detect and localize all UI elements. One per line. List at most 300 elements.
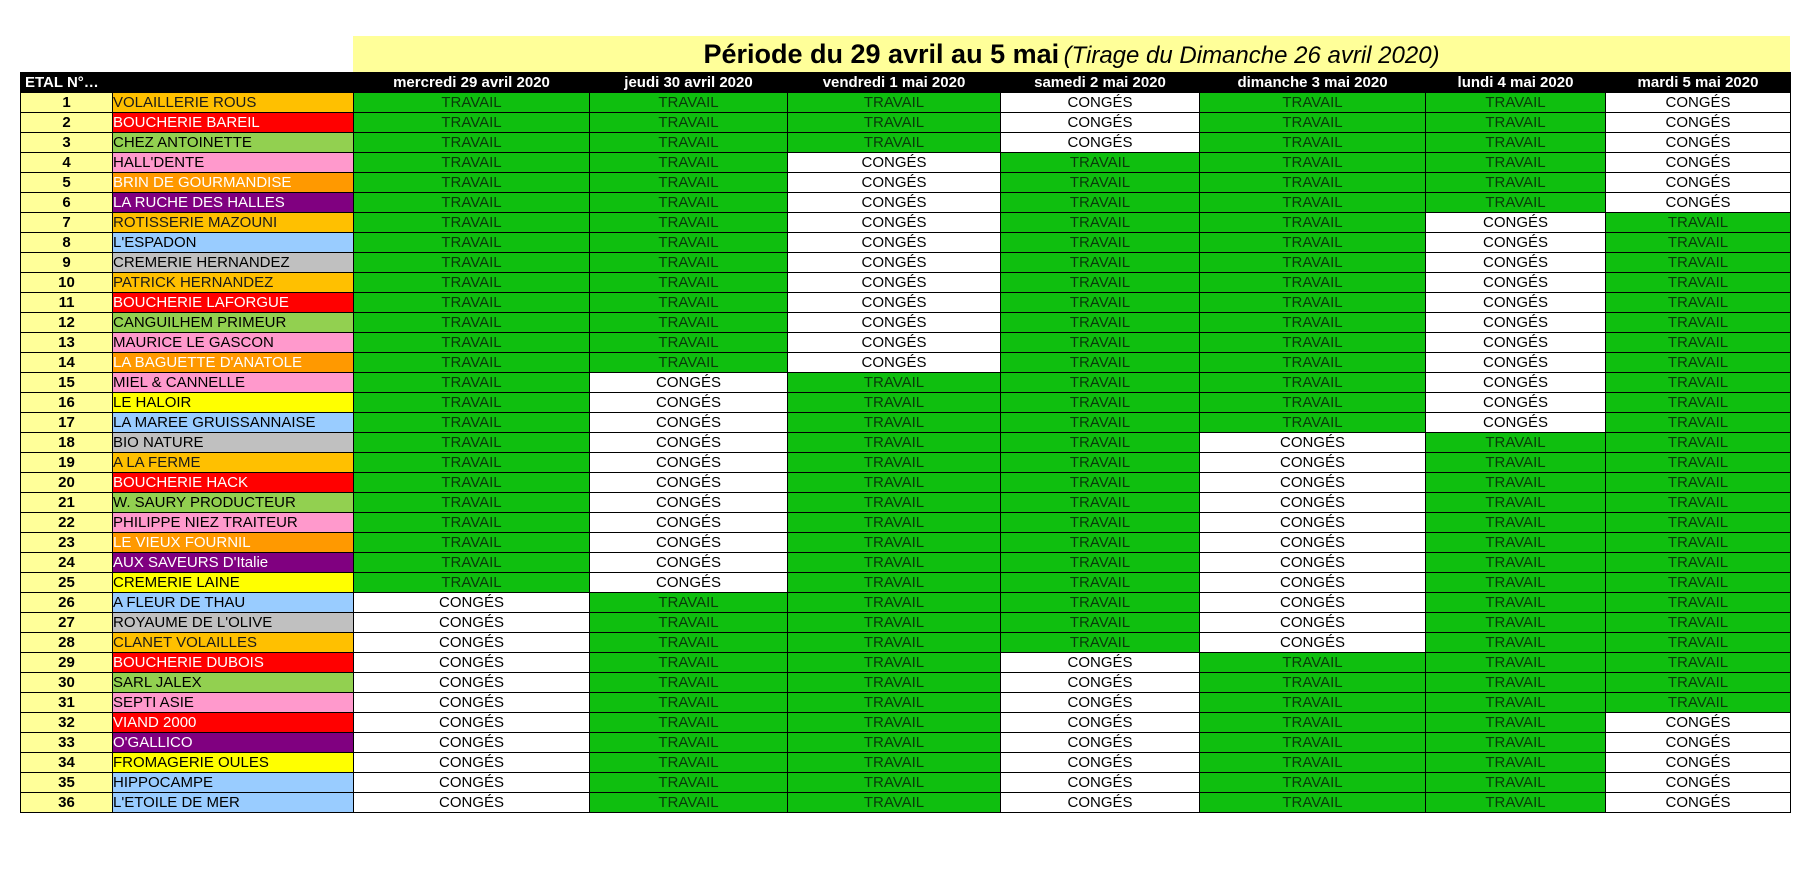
status-conges: CONGÉS (354, 593, 590, 613)
status-conges: CONGÉS (590, 533, 788, 553)
status-travail: TRAVAIL (1426, 633, 1606, 653)
status-travail: TRAVAIL (788, 513, 1001, 533)
status-travail: TRAVAIL (788, 453, 1001, 473)
status-conges: CONGÉS (1606, 93, 1791, 113)
etal-number: 35 (21, 773, 113, 793)
vendor-name: LA BAGUETTE D'ANATOLE (113, 353, 354, 373)
etal-number: 31 (21, 693, 113, 713)
status-conges: CONGÉS (354, 713, 590, 733)
table-row (21, 673, 1791, 693)
status-travail: TRAVAIL (1426, 793, 1606, 813)
status-travail: TRAVAIL (590, 593, 788, 613)
status-conges: CONGÉS (590, 553, 788, 573)
status-travail: TRAVAIL (354, 113, 590, 133)
status-conges: CONGÉS (788, 193, 1001, 213)
status-travail: TRAVAIL (1200, 93, 1426, 113)
status-conges: CONGÉS (788, 293, 1001, 313)
status-conges: CONGÉS (1426, 313, 1606, 333)
status-travail: TRAVAIL (788, 693, 1001, 713)
status-travail: TRAVAIL (590, 633, 788, 653)
status-travail: TRAVAIL (1606, 373, 1791, 393)
vendor-name: FROMAGERIE OULES (113, 753, 354, 773)
vendor-name: W. SAURY PRODUCTEUR (113, 493, 354, 513)
status-conges: CONGÉS (1200, 593, 1426, 613)
table-row (21, 353, 1791, 373)
status-travail: TRAVAIL (590, 733, 788, 753)
status-travail: TRAVAIL (1426, 93, 1606, 113)
status-conges: CONGÉS (590, 453, 788, 473)
status-travail: TRAVAIL (1200, 313, 1426, 333)
table-row (21, 693, 1791, 713)
status-conges: CONGÉS (1001, 113, 1200, 133)
status-conges: CONGÉS (1200, 473, 1426, 493)
header-day: mercredi 29 avril 2020 (354, 73, 590, 93)
vendor-name: CREMERIE HERNANDEZ (113, 253, 354, 273)
status-travail: TRAVAIL (354, 233, 590, 253)
table-row (21, 213, 1791, 233)
status-travail: TRAVAIL (590, 653, 788, 673)
status-travail: TRAVAIL (1001, 473, 1200, 493)
vendor-name: AUX SAVEURS D'Italie (113, 553, 354, 573)
status-travail: TRAVAIL (354, 313, 590, 333)
vendor-name: MAURICE LE GASCON (113, 333, 354, 353)
status-conges: CONGÉS (1426, 373, 1606, 393)
status-travail: TRAVAIL (788, 713, 1001, 733)
table-row (21, 233, 1791, 253)
status-travail: TRAVAIL (788, 553, 1001, 573)
status-conges: CONGÉS (1001, 733, 1200, 753)
status-travail: TRAVAIL (1426, 453, 1606, 473)
status-travail: TRAVAIL (1200, 413, 1426, 433)
status-travail: TRAVAIL (1426, 593, 1606, 613)
status-travail: TRAVAIL (354, 513, 590, 533)
status-travail: TRAVAIL (590, 253, 788, 273)
etal-number: 4 (21, 153, 113, 173)
vendor-name: PHILIPPE NIEZ TRAITEUR (113, 513, 354, 533)
etal-number: 29 (21, 653, 113, 673)
status-conges: CONGÉS (1426, 213, 1606, 233)
table-row (21, 293, 1791, 313)
status-travail: TRAVAIL (1426, 153, 1606, 173)
status-travail: TRAVAIL (1606, 633, 1791, 653)
vendor-name: PATRICK HERNANDEZ (113, 273, 354, 293)
status-travail: TRAVAIL (1001, 553, 1200, 573)
status-travail: TRAVAIL (590, 673, 788, 693)
etal-number: 5 (21, 173, 113, 193)
status-travail: TRAVAIL (788, 93, 1001, 113)
table-row (21, 333, 1791, 353)
status-travail: TRAVAIL (590, 213, 788, 233)
vendor-name: BIO NATURE (113, 433, 354, 453)
status-conges: CONGÉS (1001, 693, 1200, 713)
status-travail: TRAVAIL (1200, 653, 1426, 673)
status-travail: TRAVAIL (1606, 693, 1791, 713)
status-travail: TRAVAIL (1606, 293, 1791, 313)
status-conges: CONGÉS (1606, 113, 1791, 133)
status-travail: TRAVAIL (354, 213, 590, 233)
status-conges: CONGÉS (1200, 433, 1426, 453)
status-conges: CONGÉS (354, 733, 590, 753)
status-travail: TRAVAIL (788, 653, 1001, 673)
header-day: mardi 5 mai 2020 (1606, 73, 1791, 93)
status-conges: CONGÉS (1001, 133, 1200, 153)
status-conges: CONGÉS (1426, 353, 1606, 373)
table-row (21, 773, 1791, 793)
status-travail: TRAVAIL (1001, 373, 1200, 393)
status-travail: TRAVAIL (1200, 773, 1426, 793)
status-travail: TRAVAIL (354, 373, 590, 393)
status-conges: CONGÉS (1606, 733, 1791, 753)
table-row (21, 493, 1791, 513)
table-row (21, 713, 1791, 733)
status-travail: TRAVAIL (1426, 653, 1606, 673)
status-travail: TRAVAIL (354, 273, 590, 293)
table-row (21, 473, 1791, 493)
status-travail: TRAVAIL (1606, 453, 1791, 473)
vendor-name: A LA FERME (113, 453, 354, 473)
table-row (21, 113, 1791, 133)
status-travail: TRAVAIL (1200, 693, 1426, 713)
status-travail: TRAVAIL (1426, 493, 1606, 513)
status-travail: TRAVAIL (1606, 653, 1791, 673)
header-day: vendredi 1 mai 2020 (788, 73, 1001, 93)
etal-number: 15 (21, 373, 113, 393)
status-conges: CONGÉS (354, 653, 590, 673)
table-row (21, 393, 1791, 413)
status-conges: CONGÉS (590, 413, 788, 433)
status-travail: TRAVAIL (1426, 433, 1606, 453)
status-travail: TRAVAIL (1001, 333, 1200, 353)
status-travail: TRAVAIL (1200, 193, 1426, 213)
status-travail: TRAVAIL (1200, 273, 1426, 293)
status-travail: TRAVAIL (1200, 333, 1426, 353)
table-row (21, 613, 1791, 633)
status-travail: TRAVAIL (354, 193, 590, 213)
status-travail: TRAVAIL (1426, 753, 1606, 773)
table-row (21, 313, 1791, 333)
status-travail: TRAVAIL (1001, 573, 1200, 593)
status-travail: TRAVAIL (590, 333, 788, 353)
status-travail: TRAVAIL (1200, 353, 1426, 373)
etal-number: 25 (21, 573, 113, 593)
etal-number: 7 (21, 213, 113, 233)
status-travail: TRAVAIL (1606, 273, 1791, 293)
status-travail: TRAVAIL (590, 793, 788, 813)
etal-number: 17 (21, 413, 113, 433)
status-conges: CONGÉS (1426, 233, 1606, 253)
vendor-name: LE VIEUX FOURNIL (113, 533, 354, 553)
status-travail: TRAVAIL (1606, 353, 1791, 373)
status-travail: TRAVAIL (354, 473, 590, 493)
table-row (21, 173, 1791, 193)
table-row (21, 553, 1791, 573)
table-row (21, 793, 1791, 813)
status-travail: TRAVAIL (1001, 193, 1200, 213)
table-row (21, 453, 1791, 473)
status-travail: TRAVAIL (590, 753, 788, 773)
status-travail: TRAVAIL (1001, 633, 1200, 653)
status-conges: CONGÉS (1200, 453, 1426, 473)
status-travail: TRAVAIL (1426, 733, 1606, 753)
status-travail: TRAVAIL (1426, 713, 1606, 733)
status-conges: CONGÉS (354, 613, 590, 633)
status-travail: TRAVAIL (354, 413, 590, 433)
header-day: lundi 4 mai 2020 (1426, 73, 1606, 93)
table-row (21, 413, 1791, 433)
vendor-name: LA MAREE GRUISSANNAISE (113, 413, 354, 433)
status-travail: TRAVAIL (1426, 193, 1606, 213)
status-travail: TRAVAIL (354, 533, 590, 553)
status-conges: CONGÉS (1001, 93, 1200, 113)
status-travail: TRAVAIL (354, 453, 590, 473)
vendor-name: BOUCHERIE DUBOIS (113, 653, 354, 673)
status-travail: TRAVAIL (1426, 473, 1606, 493)
status-travail: TRAVAIL (354, 173, 590, 193)
schedule-table (20, 72, 1791, 813)
status-conges: CONGÉS (354, 793, 590, 813)
status-conges: CONGÉS (788, 253, 1001, 273)
status-travail: TRAVAIL (1606, 393, 1791, 413)
status-conges: CONGÉS (788, 333, 1001, 353)
status-travail: TRAVAIL (1606, 213, 1791, 233)
table-row (21, 93, 1791, 113)
etal-number: 21 (21, 493, 113, 513)
status-travail: TRAVAIL (788, 133, 1001, 153)
vendor-name: VOLAILLERIE ROUS (113, 93, 354, 113)
status-travail: TRAVAIL (1200, 713, 1426, 733)
schedule-body (21, 93, 1791, 813)
status-travail: TRAVAIL (1606, 313, 1791, 333)
status-conges: CONGÉS (1606, 773, 1791, 793)
status-conges: CONGÉS (1200, 513, 1426, 533)
status-travail: TRAVAIL (1426, 513, 1606, 533)
etal-number: 14 (21, 353, 113, 373)
status-travail: TRAVAIL (1426, 773, 1606, 793)
table-row (21, 753, 1791, 773)
status-conges: CONGÉS (1001, 773, 1200, 793)
vendor-name: BOUCHERIE LAFORGUE (113, 293, 354, 313)
status-conges: CONGÉS (788, 213, 1001, 233)
status-travail: TRAVAIL (788, 493, 1001, 513)
etal-number: 23 (21, 533, 113, 553)
etal-number: 36 (21, 793, 113, 813)
vendor-name: LA RUCHE DES HALLES (113, 193, 354, 213)
status-travail: TRAVAIL (1426, 553, 1606, 573)
page-subtitle: (Tirage du Dimanche 26 avril 2020) (1063, 42, 1440, 69)
vendor-name: L'ETOILE DE MER (113, 793, 354, 813)
etal-number: 6 (21, 193, 113, 213)
status-travail: TRAVAIL (590, 773, 788, 793)
status-travail: TRAVAIL (788, 413, 1001, 433)
status-travail: TRAVAIL (590, 713, 788, 733)
vendor-name: CLANET VOLAILLES (113, 633, 354, 653)
status-conges: CONGÉS (1001, 653, 1200, 673)
status-travail: TRAVAIL (1001, 453, 1200, 473)
status-travail: TRAVAIL (1606, 673, 1791, 693)
status-travail: TRAVAIL (354, 333, 590, 353)
status-conges: CONGÉS (354, 753, 590, 773)
status-travail: TRAVAIL (1426, 133, 1606, 153)
table-row (21, 653, 1791, 673)
header-day: jeudi 30 avril 2020 (590, 73, 788, 93)
status-conges: CONGÉS (590, 393, 788, 413)
status-travail: TRAVAIL (1200, 153, 1426, 173)
status-conges: CONGÉS (590, 493, 788, 513)
status-conges: CONGÉS (1606, 153, 1791, 173)
vendor-name: BOUCHERIE BAREIL (113, 113, 354, 133)
header-name (113, 73, 354, 93)
table-row (21, 133, 1791, 153)
status-conges: CONGÉS (1001, 713, 1200, 733)
status-travail: TRAVAIL (590, 273, 788, 293)
table-row (21, 193, 1791, 213)
header-day: samedi 2 mai 2020 (1001, 73, 1200, 93)
status-travail: TRAVAIL (1001, 413, 1200, 433)
header-etal: ETAL N°… (21, 73, 113, 93)
etal-number: 28 (21, 633, 113, 653)
vendor-name: LE HALOIR (113, 393, 354, 413)
etal-number: 9 (21, 253, 113, 273)
vendor-name: MIEL & CANNELLE (113, 373, 354, 393)
status-travail: TRAVAIL (1001, 153, 1200, 173)
status-travail: TRAVAIL (1001, 433, 1200, 453)
status-travail: TRAVAIL (788, 733, 1001, 753)
status-travail: TRAVAIL (788, 473, 1001, 493)
status-travail: TRAVAIL (788, 753, 1001, 773)
status-travail: TRAVAIL (1200, 113, 1426, 133)
status-conges: CONGÉS (788, 233, 1001, 253)
status-travail: TRAVAIL (590, 173, 788, 193)
status-conges: CONGÉS (788, 153, 1001, 173)
status-travail: TRAVAIL (788, 433, 1001, 453)
status-conges: CONGÉS (1606, 133, 1791, 153)
etal-number: 26 (21, 593, 113, 613)
status-travail: TRAVAIL (1200, 753, 1426, 773)
status-travail: TRAVAIL (1001, 513, 1200, 533)
status-travail: TRAVAIL (1001, 593, 1200, 613)
status-travail: TRAVAIL (590, 133, 788, 153)
status-travail: TRAVAIL (1200, 213, 1426, 233)
status-travail: TRAVAIL (1001, 293, 1200, 313)
status-travail: TRAVAIL (590, 93, 788, 113)
status-conges: CONGÉS (788, 313, 1001, 333)
status-travail: TRAVAIL (1200, 173, 1426, 193)
status-travail: TRAVAIL (1200, 393, 1426, 413)
status-travail: TRAVAIL (1001, 313, 1200, 333)
status-travail: TRAVAIL (354, 293, 590, 313)
status-travail: TRAVAIL (354, 553, 590, 573)
etal-number: 27 (21, 613, 113, 633)
status-travail: TRAVAIL (1606, 333, 1791, 353)
status-travail: TRAVAIL (590, 193, 788, 213)
status-conges: CONGÉS (1606, 713, 1791, 733)
etal-number: 1 (21, 93, 113, 113)
status-travail: TRAVAIL (1426, 533, 1606, 553)
header-day: dimanche 3 mai 2020 (1200, 73, 1426, 93)
vendor-name: VIAND 2000 (113, 713, 354, 733)
status-travail: TRAVAIL (1426, 573, 1606, 593)
status-travail: TRAVAIL (1200, 793, 1426, 813)
status-travail: TRAVAIL (788, 393, 1001, 413)
etal-number: 13 (21, 333, 113, 353)
etal-number: 24 (21, 553, 113, 573)
status-travail: TRAVAIL (1606, 613, 1791, 633)
etal-number: 8 (21, 233, 113, 253)
table-row (21, 373, 1791, 393)
status-travail: TRAVAIL (788, 673, 1001, 693)
status-conges: CONGÉS (1426, 293, 1606, 313)
status-travail: TRAVAIL (788, 373, 1001, 393)
status-conges: CONGÉS (1606, 753, 1791, 773)
etal-number: 30 (21, 673, 113, 693)
status-travail: TRAVAIL (788, 793, 1001, 813)
status-travail: TRAVAIL (1606, 593, 1791, 613)
status-conges: CONGÉS (1426, 393, 1606, 413)
vendor-name: CHEZ ANTOINETTE (113, 133, 354, 153)
status-travail: TRAVAIL (1606, 233, 1791, 253)
status-travail: TRAVAIL (1606, 433, 1791, 453)
status-travail: TRAVAIL (354, 353, 590, 373)
status-travail: TRAVAIL (1001, 493, 1200, 513)
etal-number: 12 (21, 313, 113, 333)
table-row (21, 153, 1791, 173)
status-conges: CONGÉS (590, 573, 788, 593)
status-travail: TRAVAIL (1001, 353, 1200, 373)
status-travail: TRAVAIL (1001, 533, 1200, 553)
status-conges: CONGÉS (788, 273, 1001, 293)
etal-number: 34 (21, 753, 113, 773)
status-conges: CONGÉS (590, 433, 788, 453)
page-title: Période du 29 avril au 5 mai (703, 39, 1060, 69)
status-travail: TRAVAIL (354, 253, 590, 273)
vendor-name: CANGUILHEM PRIMEUR (113, 313, 354, 333)
status-travail: TRAVAIL (590, 613, 788, 633)
status-travail: TRAVAIL (788, 593, 1001, 613)
table-row (21, 533, 1791, 553)
status-travail: TRAVAIL (1001, 613, 1200, 633)
status-travail: TRAVAIL (788, 113, 1001, 133)
table-row (21, 573, 1791, 593)
etal-number: 2 (21, 113, 113, 133)
vendor-name: SEPTI ASIE (113, 693, 354, 713)
status-travail: TRAVAIL (1606, 573, 1791, 593)
status-travail: TRAVAIL (354, 133, 590, 153)
status-travail: TRAVAIL (1426, 693, 1606, 713)
table-row (21, 253, 1791, 273)
status-travail: TRAVAIL (1426, 173, 1606, 193)
status-conges: CONGÉS (1200, 613, 1426, 633)
vendor-name: HIPPOCAMPE (113, 773, 354, 793)
table-row (21, 593, 1791, 613)
status-travail: TRAVAIL (1001, 273, 1200, 293)
status-conges: CONGÉS (590, 473, 788, 493)
table-row (21, 733, 1791, 753)
status-travail: TRAVAIL (590, 313, 788, 333)
status-travail: TRAVAIL (590, 153, 788, 173)
status-travail: TRAVAIL (354, 573, 590, 593)
status-conges: CONGÉS (354, 633, 590, 653)
table-row (21, 433, 1791, 453)
status-conges: CONGÉS (788, 353, 1001, 373)
status-travail: TRAVAIL (1606, 473, 1791, 493)
status-conges: CONGÉS (1200, 573, 1426, 593)
status-travail: TRAVAIL (1001, 393, 1200, 413)
status-travail: TRAVAIL (590, 353, 788, 373)
status-conges: CONGÉS (1426, 413, 1606, 433)
status-conges: CONGÉS (1606, 793, 1791, 813)
table-row (21, 513, 1791, 533)
status-travail: TRAVAIL (1001, 233, 1200, 253)
